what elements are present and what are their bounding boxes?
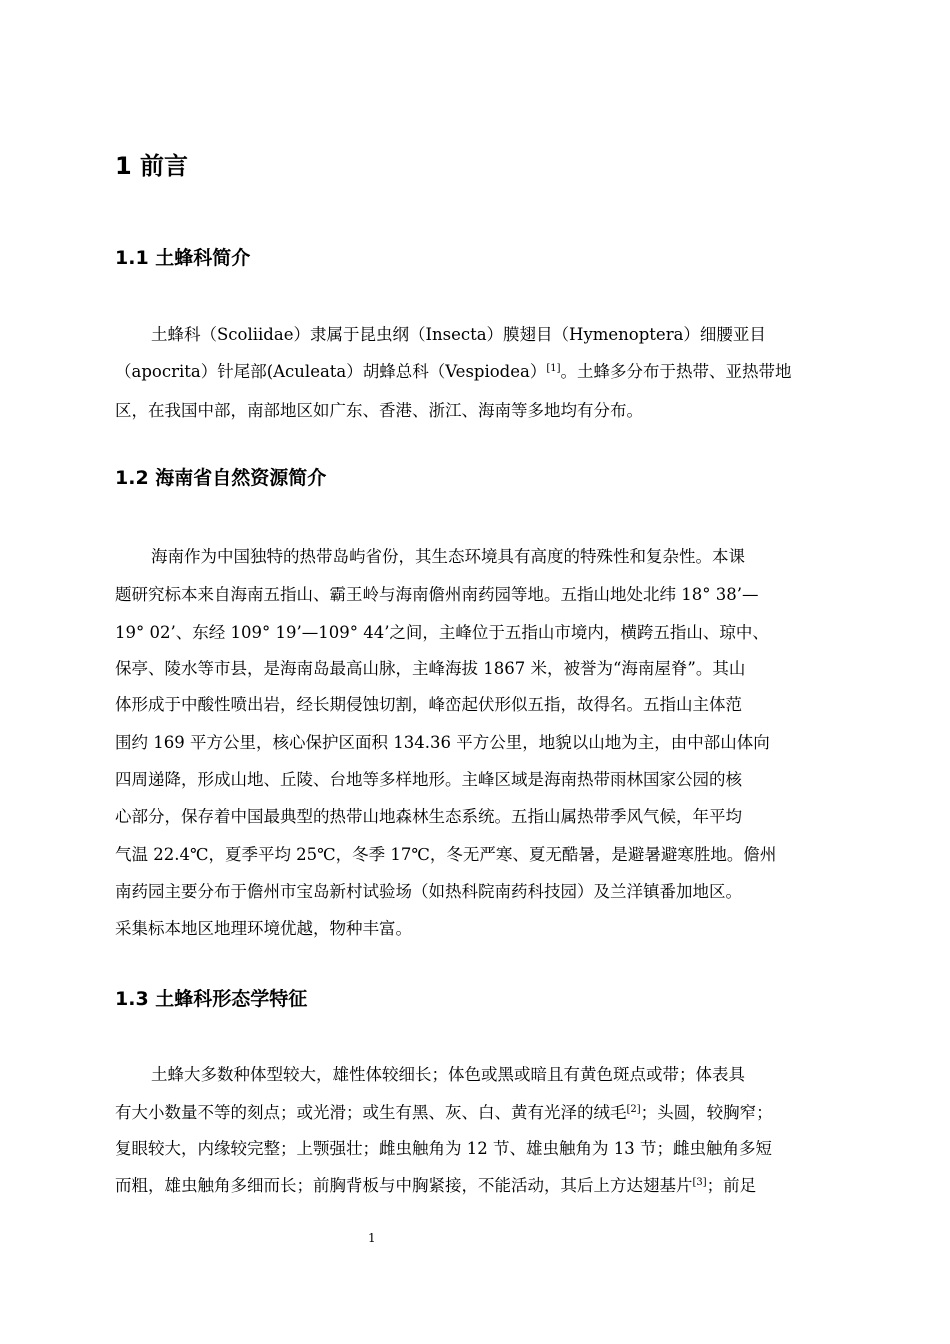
paragraph-line: 19° 02’、东经 109° 19’—109° 44’之间，主峰位于五指山市境内，横跨五指山、琼中、	[115, 623, 769, 642]
paragraph-line: 有大小数量不等的刻点；或光滑；或生有黑、灰、白、黄有光泽的绒毛[2]；头圆，较胸窄；	[115, 1103, 773, 1122]
citation: [1]	[546, 363, 561, 374]
paragraph-line: 题研究标本来自海南五指山、霸王岭与海南儋州南药园等地。五指山地处北纬 18° 38’—	[115, 585, 759, 604]
paragraph-line: 而粗，雄虫触角多细而长；前胸背板与中胸紧接，不能活动，其后上方达翅基片[3]；前足	[115, 1176, 757, 1195]
paragraph-line: 四周递降，形成山地、丘陵、台地等多样地形。主峰区域是海南热带雨林国家公园的核	[115, 770, 742, 789]
page-number: 1	[368, 1231, 376, 1245]
paragraph-line: 土蜂科（Scoliidae）隶属于昆虫纲（Insecta）膜翅目（Hymenoptera）细腰亚目	[151, 325, 766, 344]
paragraph-line: 心部分，保存着中国最典型的热带山地森林生态系统。五指山属热带季风气候，年平均	[115, 807, 742, 826]
citation: [3]	[692, 1177, 707, 1188]
paragraph-line: （apocrita）针尾部(Aculeata）胡蜂总科（Vespiodea）[1]。土蜂多分布于热带、亚热带地	[115, 362, 792, 381]
citation: [2]	[626, 1104, 641, 1115]
paragraph-line: 采集标本地区地理环境优越，物种丰富。	[115, 919, 412, 938]
paragraph-line: 围约 169 平方公里，核心保护区面积 134.36 平方公里，地貌以山地为主，由中部山体向	[115, 733, 770, 752]
paragraph-line: 海南作为中国独特的热带岛屿省份，其生态环境具有高度的特殊性和复杂性。本课	[151, 547, 745, 566]
section-1-1-heading: 1.1 土蜂科简介	[115, 247, 251, 269]
section-1-heading: 1 前言	[115, 152, 189, 180]
paragraph-line: 气温 22.4℃，夏季平均 25℃，冬季 17℃，冬无严寒、夏无酷暑，是避暑避寒胜地。儋州	[115, 845, 777, 864]
paragraph-line: 体形成于中酸性喷出岩，经长期侵蚀切割，峰峦起伏形似五指，故得名。五指山主体范	[115, 695, 742, 714]
paragraph-line: 区，在我国中部，南部地区如广东、香港、浙江、海南等多地均有分布。	[115, 401, 643, 420]
paragraph-line: 南药园主要分布于儋州市宝岛新村试验场（如热科院南药科技园）及兰洋镇番加地区。	[115, 882, 742, 901]
paragraph-line: 复眼较大，内缘较完整；上颚强壮；雌虫触角为 12 节、雄虫触角为 13 节；雌虫触角多短	[115, 1139, 772, 1158]
paragraph-line: 土蜂大多数种体型较大，雄性体较细长；体色或黑或暗且有黄色斑点或带；体表具	[151, 1065, 745, 1084]
section-1-2-heading: 1.2 海南省自然资源简介	[115, 467, 327, 489]
paragraph-line: 保亭、陵水等市县，是海南岛最高山脉，主峰海拔 1867 米，被誉为“海南屋脊”。其山	[115, 659, 746, 678]
section-1-3-heading: 1.3 土蜂科形态学特征	[115, 988, 308, 1010]
